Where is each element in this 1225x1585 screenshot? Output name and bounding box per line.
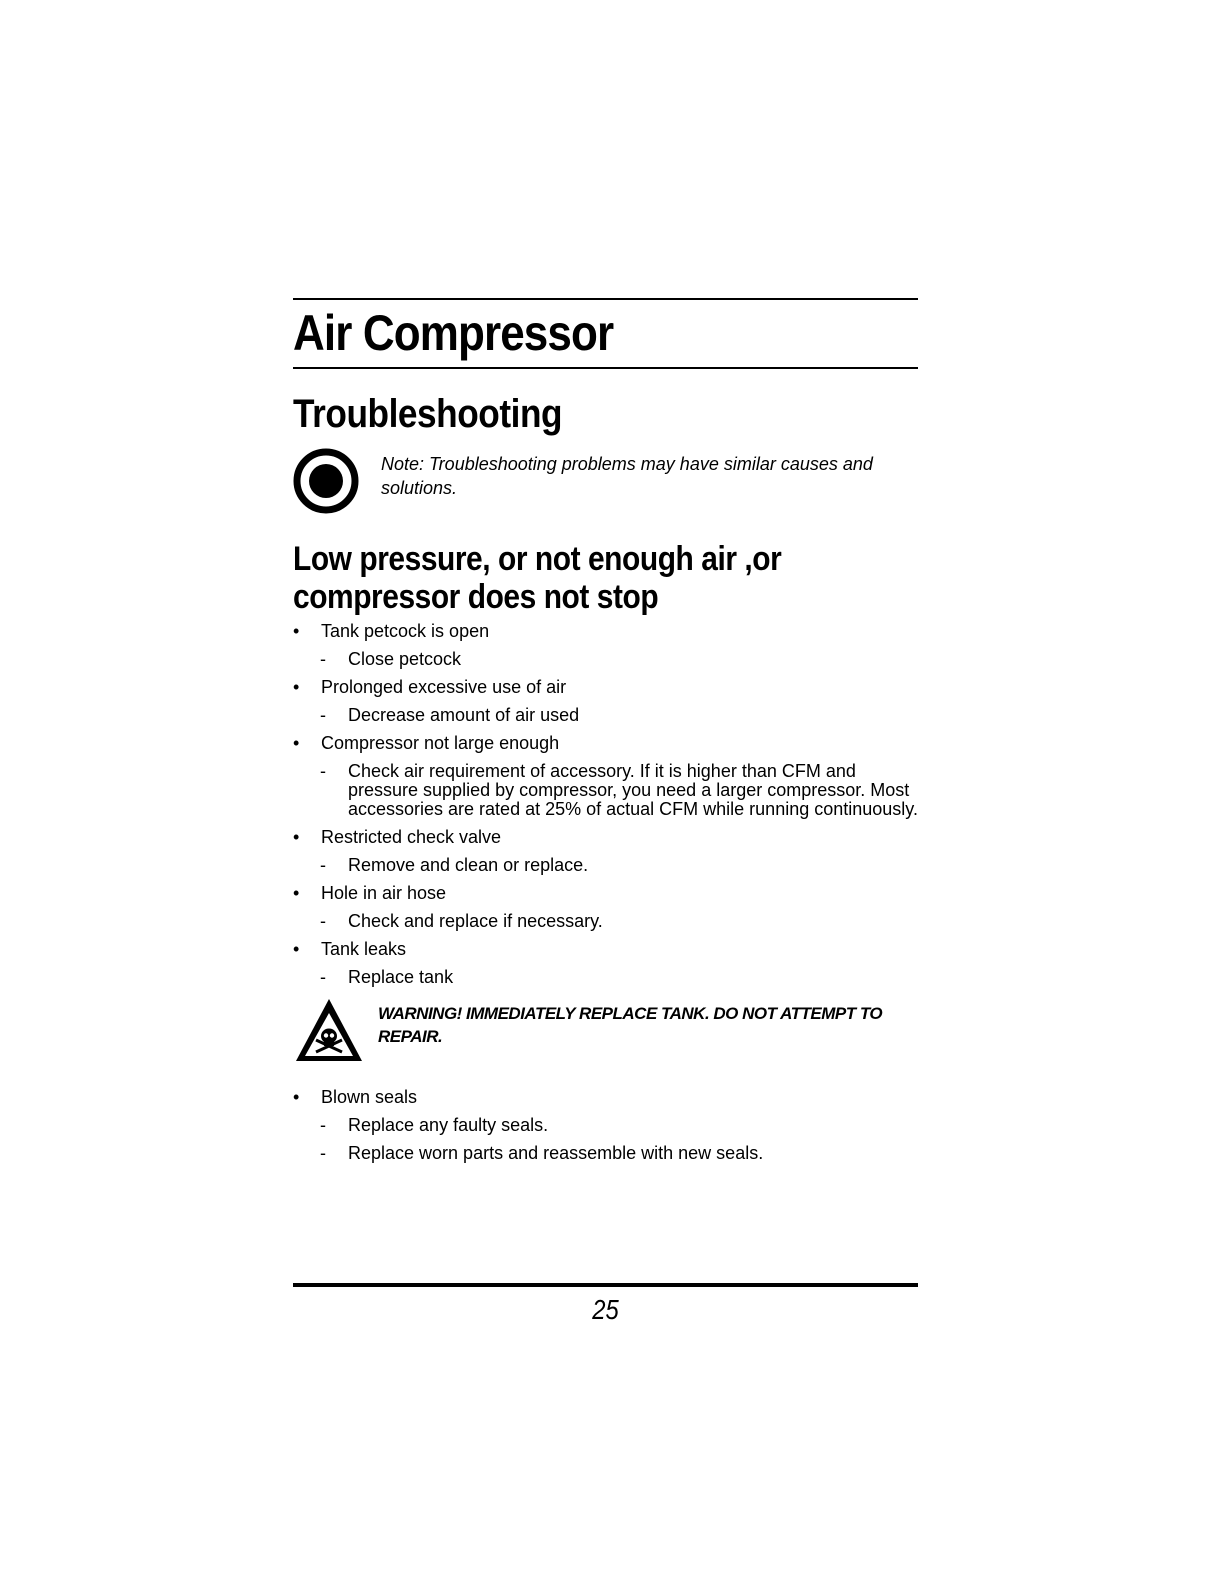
list-item — [293, 676, 918, 698]
list-item — [293, 620, 918, 642]
solution-text: Check air requirement of accessory. If it is higher than CFM and pressure supplied by compressor, you need a larger compressor. Most accessories are rated at 25% of actual CFM while running continuously. — [348, 761, 918, 819]
bullet: • — [293, 1087, 300, 1107]
solution-text: Replace worn parts and reassemble with new seals. — [348, 1143, 764, 1163]
dash: - — [320, 1143, 326, 1163]
note-text: Note: Troubleshooting problems may have similar causes and solutions. — [381, 454, 873, 498]
solution-text: Replace any faulty seals. — [348, 1115, 549, 1135]
dash: - — [320, 705, 326, 725]
solution-item — [293, 704, 918, 725]
solution-item — [293, 648, 918, 669]
list-item — [293, 732, 918, 754]
skull-warning-icon — [293, 996, 365, 1064]
dash: - — [320, 855, 326, 875]
subsection-title: Low pressure, or not enough air ,or compressor does not stop — [293, 540, 782, 616]
solution-text: Decrease amount of air used — [348, 705, 580, 725]
footer-rule — [293, 1283, 918, 1287]
solution-text: Close petcock — [348, 649, 462, 669]
solution-item — [293, 760, 918, 819]
dash: - — [320, 649, 326, 669]
page-number: 25 — [592, 1294, 619, 1325]
warning-block — [293, 994, 918, 1086]
title-rule — [293, 367, 918, 369]
cause-text: Hole in air hose — [321, 883, 447, 903]
cause-text: Tank petcock is open — [321, 621, 490, 641]
solution-item — [293, 966, 918, 987]
section-title: Troubleshooting — [293, 392, 563, 436]
bullet: • — [293, 733, 300, 753]
list-item — [293, 938, 918, 960]
list-item — [293, 1086, 918, 1108]
list-item — [293, 882, 918, 904]
list-item — [293, 826, 918, 848]
bullet: • — [293, 827, 300, 847]
cause-text: Compressor not large enough — [321, 733, 560, 753]
solution-text: Replace tank — [348, 967, 454, 987]
cause-text: Prolonged excessive use of air — [321, 677, 567, 697]
cause-text: Restricted check valve — [321, 827, 502, 847]
solution-item — [293, 1114, 918, 1135]
document-title: Air Compressor — [293, 305, 614, 361]
bullet: • — [293, 621, 300, 641]
solution-text: Check and replace if necessary. — [348, 911, 603, 931]
dash: - — [320, 1115, 326, 1135]
solution-text: Remove and clean or replace. — [348, 855, 589, 875]
solution-item — [293, 910, 918, 931]
dash: - — [320, 911, 326, 931]
bullet: • — [293, 939, 300, 959]
solution-item — [293, 1142, 918, 1163]
dash: - — [320, 967, 326, 987]
note-icon — [293, 448, 359, 514]
cause-text: Blown seals — [321, 1087, 418, 1107]
bullet: • — [293, 883, 300, 903]
warning-text: WARNING! IMMEDIATELY REPLACE TANK. DO NOT ATTEMPT TO REPAIR. — [378, 1004, 883, 1046]
manual-page — [293, 0, 918, 1585]
troubleshooting-list — [293, 620, 918, 1170]
cause-text: Tank leaks — [321, 939, 407, 959]
solution-item — [293, 854, 918, 875]
bullet: • — [293, 677, 300, 697]
dash: - — [320, 761, 326, 781]
